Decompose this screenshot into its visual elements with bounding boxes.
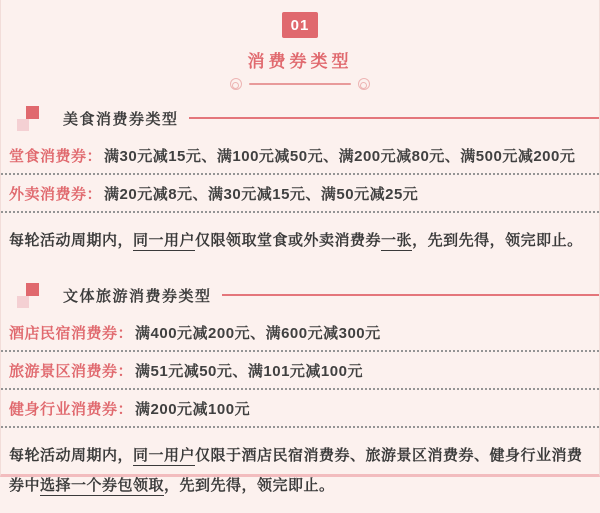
- note-segment: 选择一个券包领取: [40, 477, 165, 494]
- note-segment: 同一用户: [133, 447, 196, 464]
- section-title: 文体旅游消费券类型: [63, 287, 212, 305]
- voucher-rows-food: [1, 137, 599, 213]
- ring-icon: [230, 78, 242, 90]
- note-segment: ，先到先得，领完即止。: [164, 477, 335, 494]
- page-title: 消费券类型: [247, 52, 353, 71]
- voucher-value: 满30元减15元、满100元减50元、满200元减80元、满500元减200元: [104, 147, 576, 165]
- voucher-row: [1, 175, 599, 211]
- note-segment: 一张: [381, 232, 413, 249]
- note-segment: 同一用户: [133, 232, 196, 249]
- rule-note-travel: [1, 428, 599, 513]
- section-rule-line: [189, 117, 599, 119]
- voucher-label: 外卖消费券：: [9, 185, 103, 203]
- voucher-label: 健身行业消费券：: [9, 400, 134, 418]
- note-segment: ，先到先得，领完即止。: [412, 232, 583, 249]
- title-decoration: [1, 77, 599, 91]
- voucher-value: 满200元减100元: [135, 400, 251, 418]
- voucher-rows-travel: [1, 314, 599, 428]
- voucher-row: [1, 314, 599, 350]
- voucher-value: 满20元减8元、满30元减15元、满50元减25元: [104, 185, 419, 203]
- note-segment: 每轮活动周期内，: [9, 447, 134, 464]
- rule-note-food: [1, 213, 599, 268]
- voucher-row: [1, 352, 599, 388]
- note-segment: 仅限领取堂食或外卖消费券: [195, 232, 382, 249]
- decoration-line: [249, 83, 351, 85]
- section-title: 美食消费券类型: [63, 110, 179, 128]
- voucher-label: 酒店民宿消费券：: [9, 324, 134, 342]
- note-segment: 每轮活动周期内，: [9, 232, 134, 249]
- section-number-badge: 01: [282, 12, 318, 38]
- voucher-row: [1, 137, 599, 173]
- voucher-value: 满51元减50元、满101元减100元: [135, 362, 363, 380]
- voucher-value: 满400元减200元、满600元减300元: [135, 324, 381, 342]
- squares-bullet-icon: [17, 105, 39, 131]
- voucher-infographic: [1, 0, 599, 513]
- section-header-travel: [1, 282, 599, 308]
- section-header-food: [1, 105, 599, 131]
- ring-icon: [358, 78, 370, 90]
- squares-bullet-icon: [17, 282, 39, 308]
- section-rule-line: [222, 294, 599, 296]
- note-segment: 仅限于酒店民宿消费券、旅游景区消费券、健身行业消费券中: [9, 447, 583, 494]
- voucher-row: [1, 390, 599, 426]
- voucher-label: 旅游景区消费券：: [9, 362, 134, 380]
- voucher-label: 堂食消费券：: [9, 147, 103, 165]
